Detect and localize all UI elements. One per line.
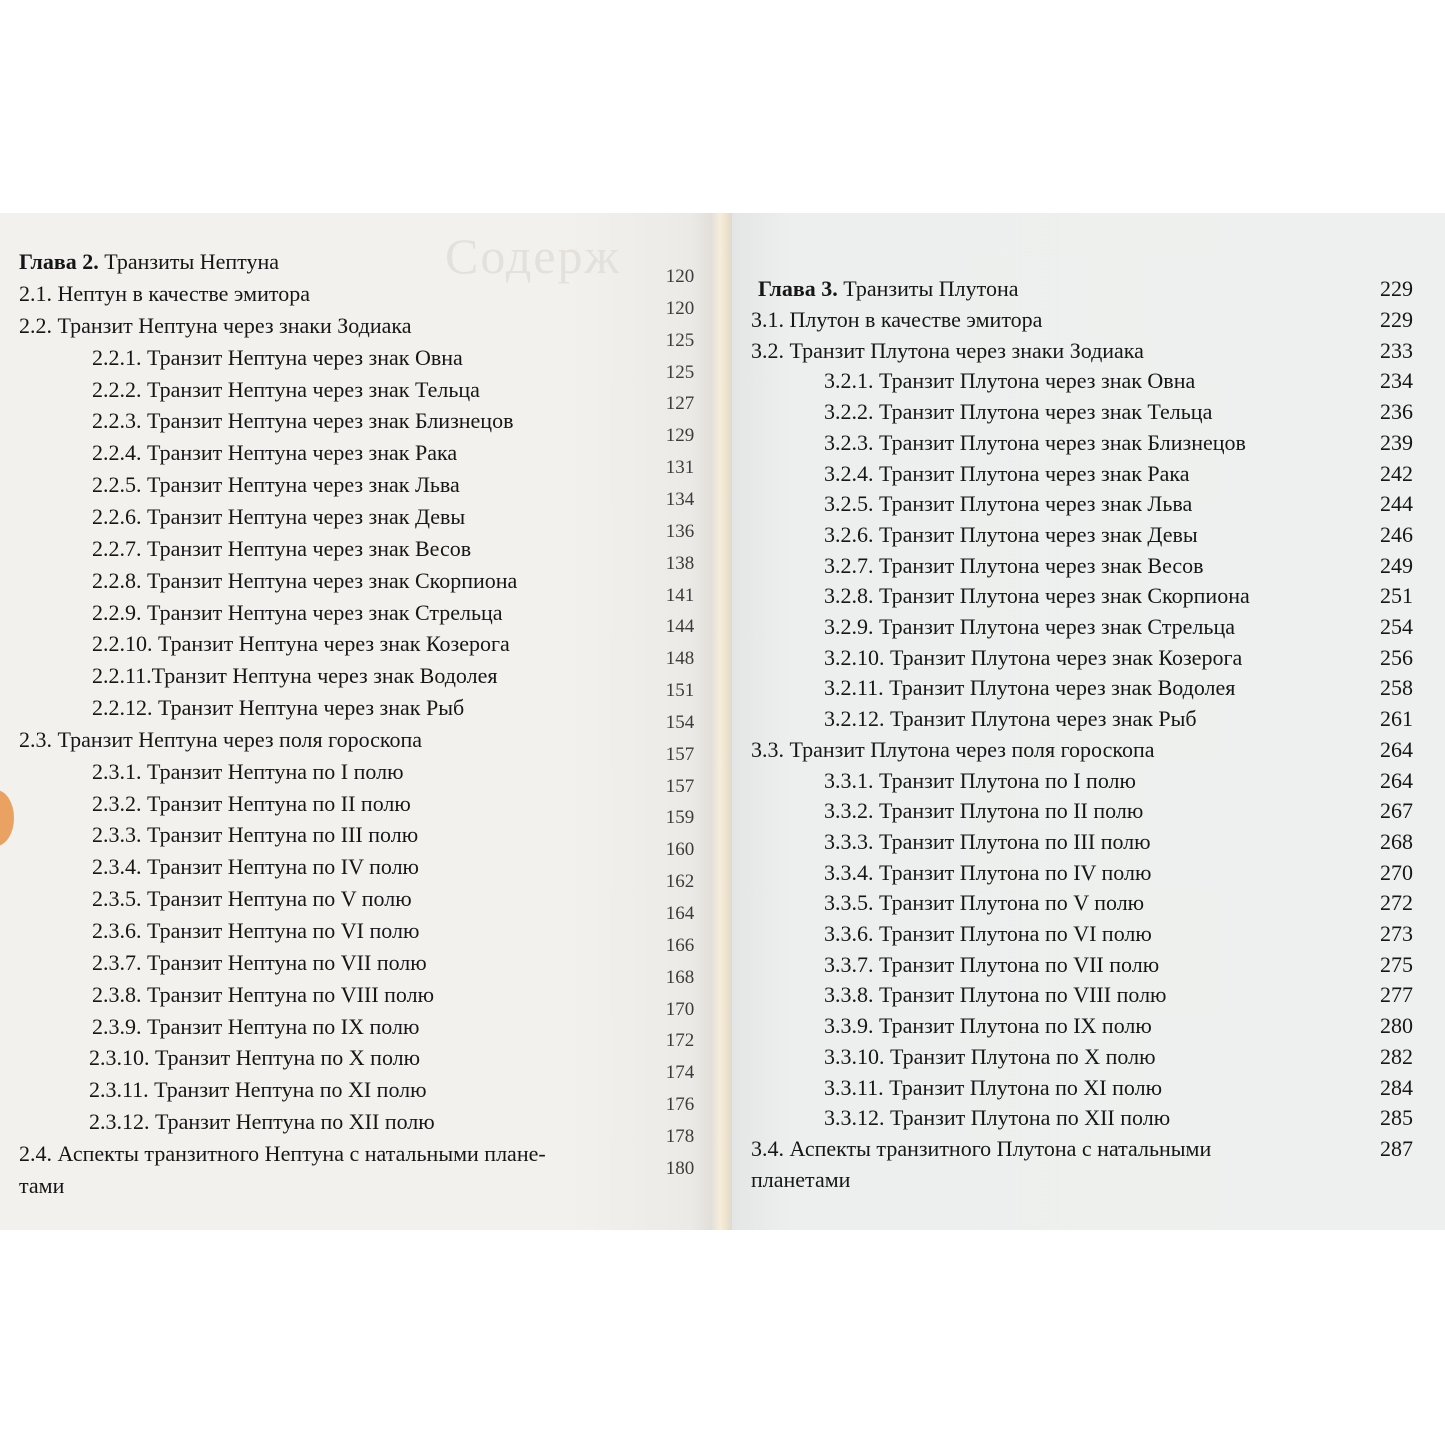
- page-number: 164: [665, 903, 695, 924]
- toc-entry: 3.3. Транзит Плутона через поля гороскопа: [751, 736, 1155, 762]
- toc-entry: 3.2.11. Транзит Плутона через знак Водолея: [824, 675, 1236, 701]
- page-number: 273: [1380, 921, 1413, 946]
- book-gutter: [712, 213, 732, 1230]
- page-number: 229: [1380, 307, 1413, 332]
- toc-entry: 3.3.8. Транзит Плутона по VIII полю: [824, 982, 1167, 1008]
- page-number: 285: [1380, 1105, 1413, 1131]
- toc-entry: 2.2.4. Транзит Нептуна через знак Рака: [92, 440, 458, 466]
- page-number: 239: [1380, 429, 1413, 455]
- page-number: 166: [665, 934, 695, 956]
- page-number: 275: [1380, 951, 1413, 977]
- toc-entry: 3.4. Аспекты транзитного Плутона с натальными: [751, 1135, 1212, 1161]
- page-number: 180: [665, 1157, 695, 1179]
- toc-entry: 2.3.6. Транзит Нептуна по VI полю: [92, 918, 420, 943]
- page-number: 178: [665, 1125, 695, 1147]
- toc-entry: 2.2.12. Транзит Нептуна через знак Рыб: [92, 695, 465, 721]
- page-number: 236: [1380, 399, 1413, 425]
- toc-entry: 3.3.10. Транзит Плутона по X полю: [824, 1043, 1156, 1069]
- chapter-prefix: Глава 3.: [758, 276, 838, 301]
- toc-entry: 2.2.11.Транзит Нептуна через знак Водолея: [92, 663, 498, 689]
- page-number: 131: [665, 457, 695, 479]
- chapter-prefix: Глава 2.: [19, 249, 99, 274]
- toc-entry: 3.2.2. Транзит Плутона через знак Тельца: [824, 399, 1213, 425]
- page-number: 256: [1380, 644, 1413, 670]
- bookmark-tab: [0, 790, 14, 846]
- toc-entry: 3.3.1. Транзит Плутона по I полю: [824, 767, 1136, 793]
- page-number: 233: [1380, 337, 1413, 363]
- page-number: 261: [1380, 706, 1413, 732]
- page-number: 129: [665, 425, 695, 447]
- toc-entry: 3.3.3. Транзит Плутона по III полю: [824, 828, 1151, 854]
- toc-entry: 2.2.7. Транзит Нептуна через знак Весов: [92, 535, 472, 561]
- chapter-page-number: 229: [1380, 276, 1413, 301]
- toc-entry: 2.2.2. Транзит Нептуна через знак Тельца: [92, 376, 480, 402]
- page-number: 284: [1380, 1074, 1413, 1100]
- toc-entry: 2.2. Транзит Нептуна через знаки Зодиака: [19, 312, 412, 338]
- toc-entry: 3.3.12. Транзит Плутона по XII полю: [824, 1105, 1171, 1131]
- toc-entry: 2.3.7. Транзит Нептуна по VII полю: [92, 949, 427, 975]
- toc-entry: 2.3.9. Транзит Нептуна по IX полю: [92, 1013, 420, 1039]
- page-number: 287: [1380, 1135, 1413, 1161]
- toc-entry: 2.3.12. Транзит Нептуна по XII полю: [89, 1109, 435, 1135]
- page-number: 125: [665, 361, 695, 383]
- page-number: 268: [1380, 828, 1413, 854]
- page-number: 157: [665, 743, 695, 765]
- right-page: [732, 213, 1445, 1230]
- page-number: 258: [1380, 675, 1413, 701]
- page-number: 267: [1380, 798, 1413, 824]
- page-number: 125: [665, 329, 695, 351]
- page-number: 160: [665, 839, 695, 861]
- toc-entry: 3.3.11. Транзит Плутона по XI полю: [824, 1074, 1163, 1100]
- toc-entry: 2.4. Аспекты транзитного Нептуна с натальными плане-: [19, 1140, 546, 1166]
- toc-entry: 2.2.10. Транзит Нептуна через знак Козерога: [92, 631, 510, 657]
- page-number: 176: [665, 1094, 695, 1116]
- book-spread: [0, 213, 1445, 1230]
- chapter-title: Транзиты Плутона: [843, 276, 1019, 301]
- toc-entry: планетами: [751, 1166, 851, 1192]
- page-number: 157: [665, 775, 695, 797]
- chapter-heading: [19, 249, 279, 275]
- toc-entry: 2.2.1. Транзит Нептуна через знак Овна: [92, 344, 463, 370]
- page-number: 134: [665, 488, 695, 510]
- page-number: 148: [665, 648, 695, 670]
- toc-entry: 3.2.7. Транзит Плутона через знак Весов: [824, 552, 1204, 578]
- page-number: 127: [665, 393, 695, 415]
- toc-entry: 2.2.8. Транзит Нептуна через знак Скорпиона: [92, 567, 518, 593]
- page-number: 120: [665, 266, 695, 287]
- page-number: 141: [665, 584, 695, 606]
- page-number: 234: [1380, 368, 1413, 394]
- toc-entry: 3.3.9. Транзит Плутона по IX полю: [824, 1013, 1152, 1039]
- page-number: 251: [1380, 583, 1413, 609]
- chapter-title: Транзиты Нептуна: [104, 249, 280, 274]
- left-page: [0, 213, 712, 1230]
- toc-entry: 3.2.4. Транзит Плутона через знак Рака: [824, 460, 1190, 486]
- toc-entry: 3.2.3. Транзит Плутона через знак Близнецов: [824, 429, 1246, 455]
- toc-entry: 3.3.5. Транзит Плутона по V полю: [824, 890, 1145, 916]
- page-number: 277: [1380, 982, 1413, 1008]
- page-number: 242: [1380, 460, 1413, 486]
- page-number: 144: [665, 616, 695, 638]
- page-number: 264: [1380, 767, 1413, 793]
- toc-entry: 2.2.5. Транзит Нептуна через знак Льва: [92, 472, 460, 498]
- toc-entry: 3.2.1. Транзит Плутона через знак Овна: [824, 368, 1196, 394]
- toc-entry: 2.3.4. Транзит Нептуна по IV полю: [92, 854, 419, 880]
- page-number: 246: [1380, 521, 1413, 547]
- toc-entry: 2.3.2. Транзит Нептуна по II полю: [92, 790, 411, 816]
- page-number: 136: [665, 520, 695, 542]
- page-number: 282: [1380, 1043, 1413, 1069]
- page-number: 174: [665, 1062, 695, 1084]
- page-number: 280: [1380, 1013, 1413, 1039]
- page-number: 154: [665, 711, 695, 733]
- page-number: 151: [665, 680, 695, 702]
- toc-entry: 2.3.1. Транзит Нептуна по I полю: [92, 758, 404, 784]
- show-through-heading: Содерж: [445, 228, 622, 284]
- toc-entry: 3.2.12. Транзит Плутона через знак Рыб: [824, 706, 1197, 732]
- toc-entry: 3.3.2. Транзит Плутона по II полю: [824, 798, 1144, 824]
- toc-entry: 3.2. Транзит Плутона через знаки Зодиака: [751, 337, 1144, 363]
- toc-entry: 3.3.4. Транзит Плутона по IV полю: [824, 859, 1152, 885]
- toc-entry: 2.3. Транзит Нептуна через поля гороскопа: [19, 726, 423, 752]
- page-number: 170: [665, 998, 695, 1020]
- toc-entry: 3.2.9. Транзит Плутона через знак Стрельца: [824, 614, 1235, 639]
- toc-entry: 2.2.6. Транзит Нептуна через знак Девы: [92, 503, 466, 529]
- page-number: 249: [1380, 552, 1413, 578]
- toc-entry: 3.3.7. Транзит Плутона по VII полю: [824, 951, 1160, 977]
- page-number: 162: [665, 871, 695, 893]
- toc-entry: 2.2.9. Транзит Нептуна через знак Стрельца: [92, 599, 503, 625]
- chapter-heading: [758, 276, 1018, 302]
- page-number: 138: [665, 552, 695, 574]
- toc-entry: 3.2.6. Транзит Плутона через знак Девы: [824, 521, 1198, 547]
- toc-entry: 2.3.3. Транзит Нептуна по III полю: [92, 822, 419, 848]
- page-number: 172: [665, 1030, 695, 1052]
- page-number: 159: [665, 807, 695, 829]
- toc-entry: 3.2.5. Транзит Плутона через знак Льва: [824, 491, 1193, 517]
- toc-entry: 2.2.3. Транзит Нептуна через знак Близнецов: [92, 408, 514, 434]
- page-number: 254: [1380, 614, 1413, 639]
- toc-entry: 2.3.5. Транзит Нептуна по V полю: [92, 886, 412, 912]
- toc-entry: 3.2.8. Транзит Плутона через знак Скорпиона: [824, 583, 1250, 609]
- page-number: 272: [1380, 890, 1413, 916]
- toc-entry: 3.1. Плутон в качестве эмитора: [751, 307, 1043, 332]
- page-number: 168: [665, 966, 695, 988]
- page-number: 270: [1380, 859, 1413, 885]
- page-number: 244: [1380, 491, 1413, 517]
- toc-entry: 2.1. Нептун в качестве эмитора: [19, 281, 310, 306]
- page-number: 120: [665, 297, 695, 319]
- toc-entry: 2.3.10. Транзит Нептуна по X полю: [89, 1045, 421, 1071]
- toc-entry: 3.2.10. Транзит Плутона через знак Козерога: [824, 644, 1243, 670]
- toc-entry: тами: [19, 1172, 65, 1198]
- toc-entry: 3.3.6. Транзит Плутона по VI полю: [824, 921, 1152, 946]
- page-number: 264: [1380, 736, 1413, 762]
- toc-entry: 2.3.11. Транзит Нептуна по XI полю: [89, 1077, 427, 1103]
- toc-entry: 2.3.8. Транзит Нептуна по VIII полю: [92, 981, 435, 1007]
